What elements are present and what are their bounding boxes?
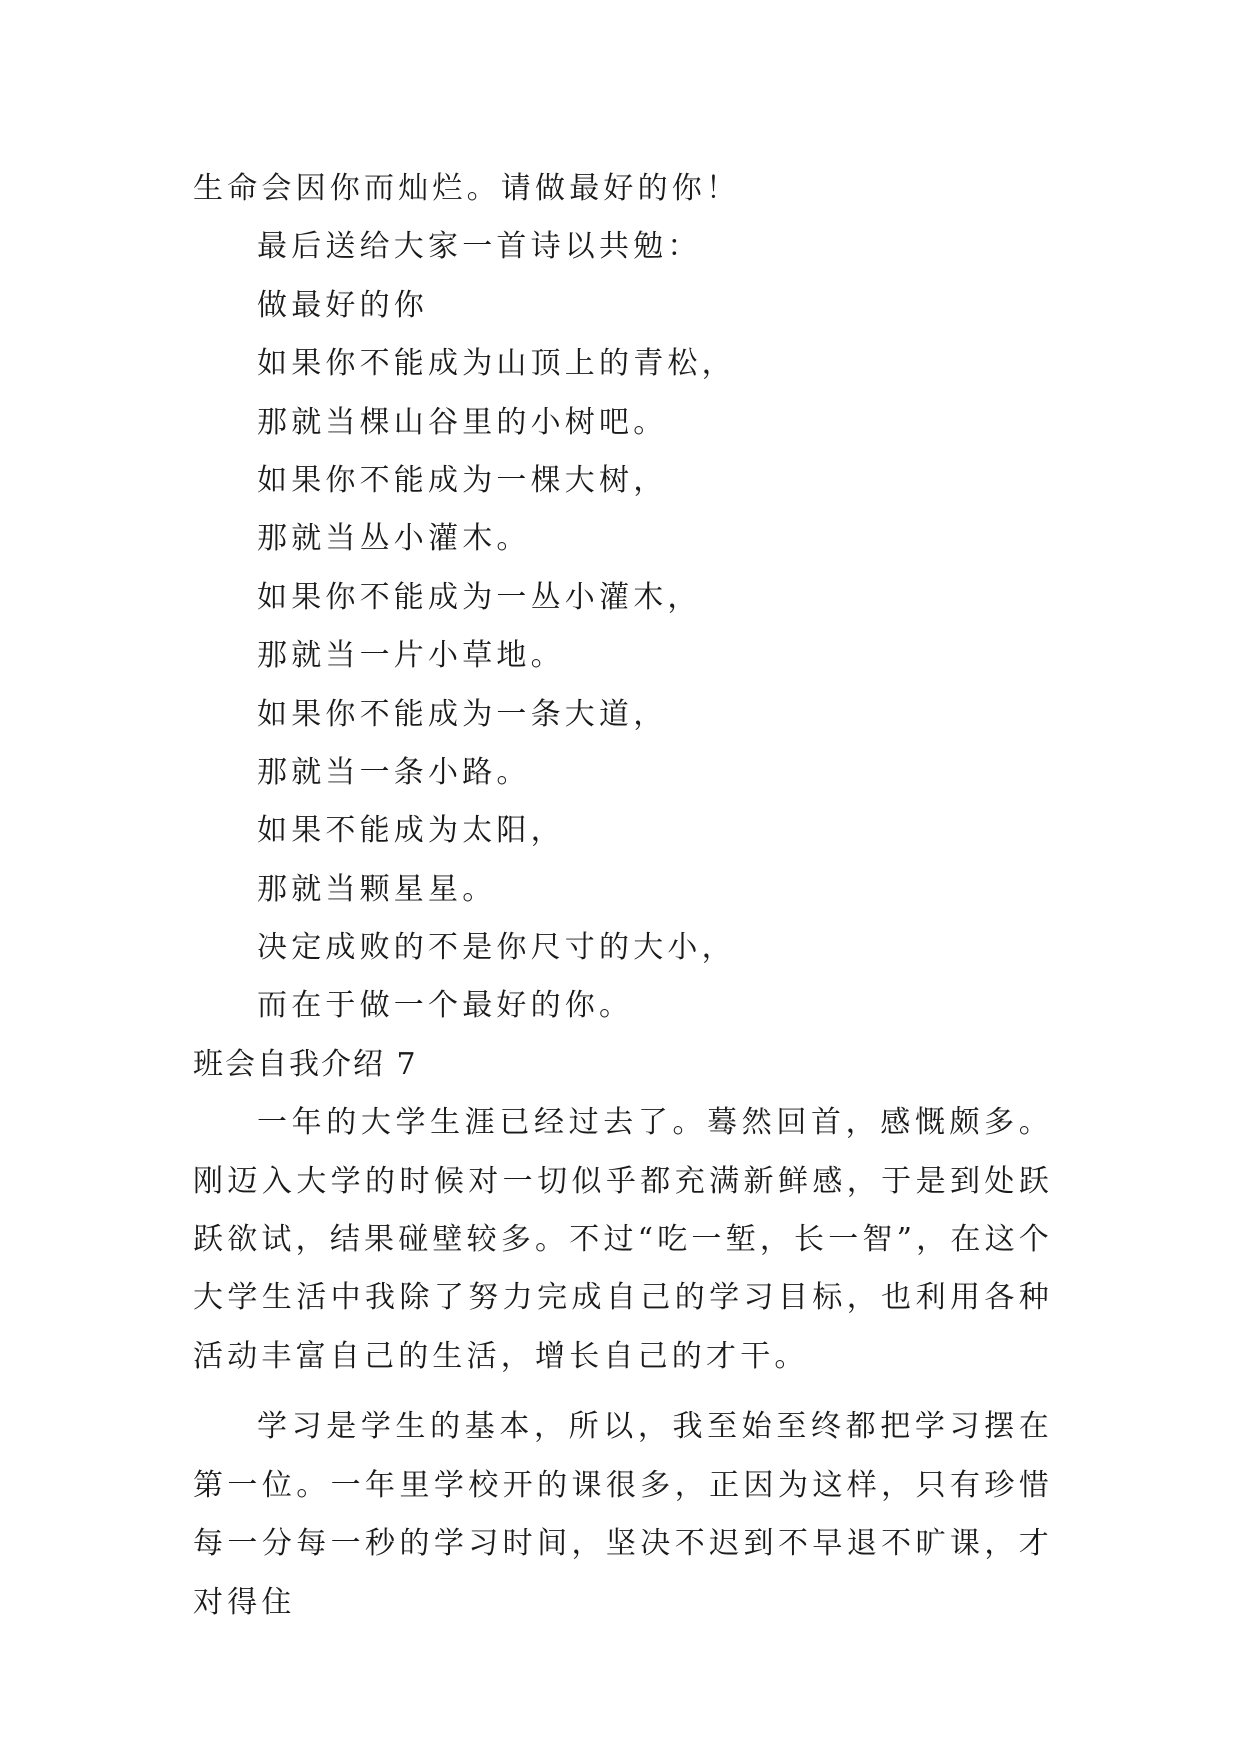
poem-line: 如果你不能成为山顶上的青松， — [257, 346, 736, 382]
poem-line: 那就当丛小灌木。 — [257, 521, 531, 557]
document-body — [193, 160, 1053, 1632]
poem-line: 如果你不能成为一丛小灌木， — [257, 579, 702, 615]
poem-line: 而在于做一个最好的你。 — [257, 988, 634, 1024]
body-paragraph: 一年的大学生涯已经过去了。蓦然回首，感慨颇多。刚迈入大学的时候对一切似乎都充满新鲜感，于是到处跃跃欲试，结果碰壁较多。不过“吃一堑，长一智”，在这个大学生活中我除了努力完成自己的学习目标，也利用各种活动丰富自己的生活，增长自己的才干。 — [193, 1105, 1053, 1374]
poem-line: 那就当棵山谷里的小树吧。 — [257, 404, 668, 440]
section-heading: 班会自我介绍 7 — [193, 1046, 418, 1082]
poem-line: 如果你不能成为一条大道， — [257, 696, 668, 732]
body-paragraph: 学习是学生的基本，所以，我至始至终都把学习摆在第一位。一年里学校开的课很多，正因为这样，只有珍惜每一分每一秒的学习时间，坚决不迟到不早退不旷课，才对得住 — [193, 1409, 1053, 1620]
poem-line: 那就当一片小草地。 — [257, 638, 565, 674]
text-line: 生命会因你而灿烂。请做最好的你！ — [193, 171, 741, 206]
poem-line: 那就当一条小路。 — [257, 754, 531, 790]
poem-line: 如果你不能成为一棵大树， — [257, 462, 668, 498]
poem-line: 那就当颗星星。 — [257, 871, 497, 907]
poem-title: 做最好的你 — [257, 287, 428, 323]
poem-line: 如果不能成为太阳， — [257, 813, 565, 849]
poem-line: 决定成败的不是你尺寸的大小， — [257, 930, 736, 966]
poem-intro: 最后送给大家一首诗以共勉： — [257, 229, 702, 265]
